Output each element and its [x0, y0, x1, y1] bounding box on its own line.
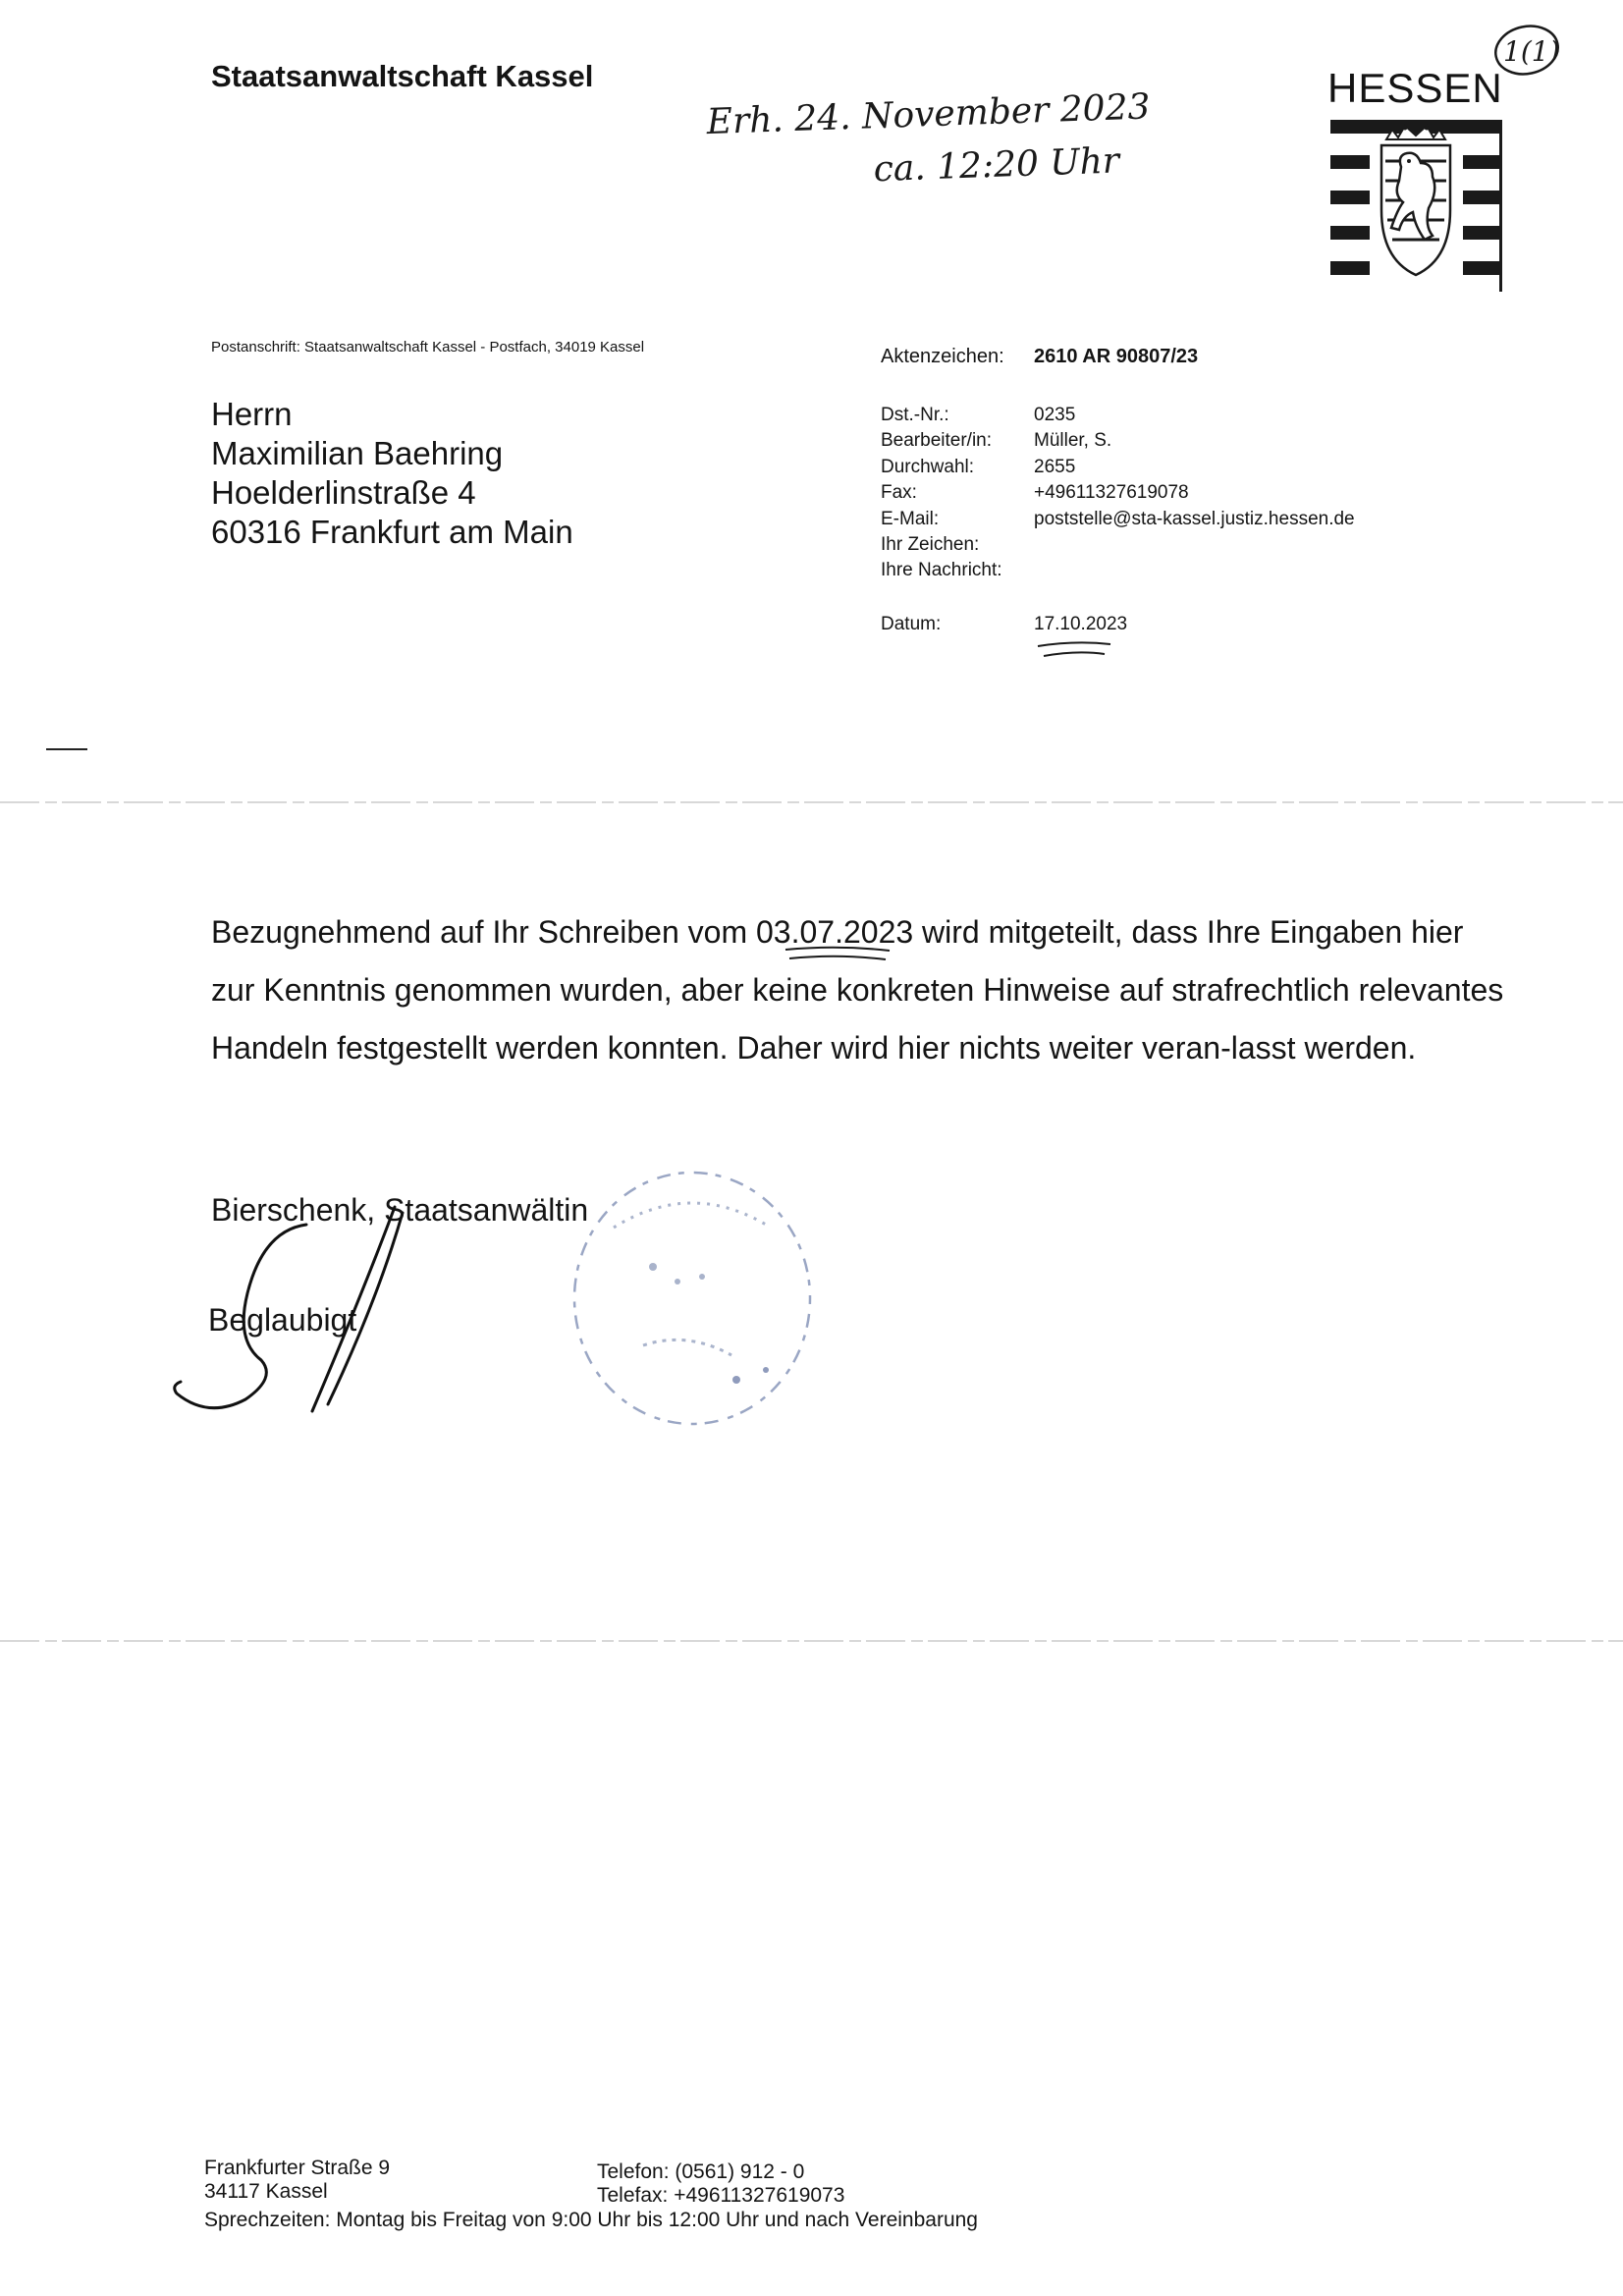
info-label: Bearbeiter/in:: [881, 430, 993, 452]
footer-address: [204, 2157, 390, 2204]
official-seal-stamp: [560, 1159, 825, 1439]
postanschrift: Postanschrift: Staatsanwaltschaft Kassel - Postfach, 34019 Kassel: [211, 339, 645, 355]
footer-telefax: Telefax: +49611327619073: [597, 2184, 845, 2207]
fold-mark: [46, 748, 87, 750]
footer-office-hours: Sprechzeiten: Montag bis Freitag von 9:00 Uhr bis 12:00 Uhr und nach Vereinbarung: [204, 2209, 978, 2231]
recipient-salutation: Herrn: [211, 396, 293, 432]
aktenzeichen-label: Aktenzeichen:: [881, 346, 1004, 367]
certified-label: Beglaubigt: [208, 1302, 357, 1338]
handwritten-signature: [167, 1203, 412, 1424]
reference-date-handwritten-underline: [784, 945, 892, 964]
footer-city: 34117 Kassel: [204, 2180, 328, 2203]
datum-label: Datum:: [881, 614, 942, 634]
info-value-email: poststelle@sta-kassel.justiz.hessen.de: [1034, 508, 1355, 529]
state-name: HESSEN: [1327, 65, 1503, 111]
body-paragraph: Bezugnehmend auf Ihr Schreiben vom 03.07.2023 wird mitgeteilt, dass Ihre Eingaben hier zur Kenntnis genommen wurden, aber keine konkreten Hinweise auf strafrechtlich relevantes Handeln festgestellt werden konnten. Daher wird hier nichts weiter veran-lasst werden.: [211, 914, 1504, 1066]
fold-line: [0, 1632, 1623, 1640]
received-note-line1: Erh. 24. November 2023: [706, 86, 1152, 143]
recipient-address: [211, 395, 573, 552]
info-label: Ihr Zeichen:: [881, 534, 980, 556]
info-labels: [881, 403, 1002, 584]
info-label: Fax:: [881, 482, 917, 504]
info-value: +49611327619078: [1034, 482, 1189, 504]
received-handwritten-note: [697, 79, 1306, 191]
recipient-name: Maximilian Baehring: [211, 435, 504, 471]
footer-telefon: Telefon: (0561) 912 - 0: [597, 2160, 805, 2183]
signer-name: Bierschenk, Staatsanwältin: [211, 1192, 589, 1228]
footer-street: Frankfurter Straße 9: [204, 2157, 391, 2179]
info-values: [1034, 403, 1355, 584]
fold-line: [0, 793, 1623, 801]
info-value: [1034, 558, 1355, 583]
info-value: [1034, 532, 1355, 558]
datum-handwritten-underline: [1036, 640, 1112, 662]
info-label: Ihre Nachricht:: [881, 560, 1002, 581]
info-value: Müller, S.: [1034, 430, 1112, 452]
received-note-line2: ca. 12:20 Uhr: [872, 140, 1120, 191]
footer-contact: [597, 2160, 844, 2208]
info-value: 2655: [1034, 456, 1076, 477]
aktenzeichen-value: 2610 AR 90807/23: [1034, 346, 1199, 367]
recipient-street: Hoelderlinstraße 4: [211, 474, 476, 511]
info-label: E-Mail:: [881, 508, 940, 529]
info-label: Durchwahl:: [881, 456, 975, 477]
svg-text:1(1): 1(1): [1503, 35, 1560, 68]
hessen-coat-of-arms-icon: [1330, 120, 1502, 292]
recipient-city: 60316 Frankfurt am Main: [211, 514, 573, 550]
info-value: 0235: [1034, 405, 1076, 425]
letter-body: [211, 903, 1507, 1077]
datum-value: 17.10.2023: [1034, 614, 1128, 634]
sender-name: Staatsanwaltschaft Kassel: [211, 59, 594, 93]
info-label: Dst.-Nr.:: [881, 405, 949, 425]
